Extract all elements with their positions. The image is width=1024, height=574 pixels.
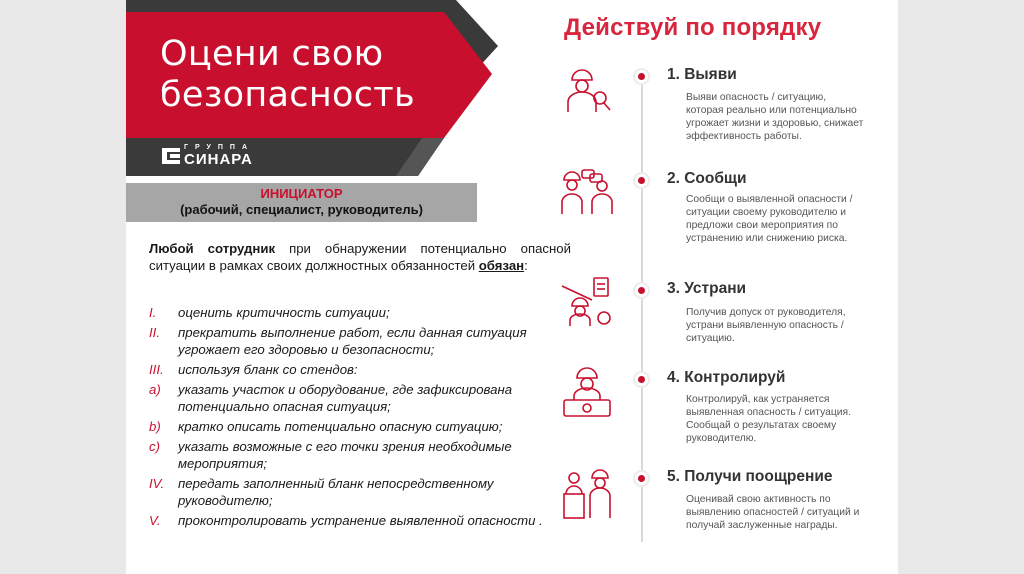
initiator-title: ИНИЦИАТОР — [260, 186, 343, 201]
list-text: оценить критичность ситуации; — [178, 305, 390, 320]
list-text: указать возможные с его точки зрения необходимые мероприятия; — [178, 439, 512, 471]
list-text: проконтролировать устранение выявленной опасности . — [178, 513, 543, 528]
timeline-dot — [633, 172, 650, 189]
step-text: Контролируй, как устраняется выявленная опасность / ситуация. Сообщай о результатах своему руководителю. — [686, 394, 851, 444]
initiator-subtitle: (рабочий, специалист, руководитель) — [180, 202, 423, 217]
banner-title-line1: Оцени свою — [160, 34, 384, 74]
intro-text: при обнаружении потенциально опасной ситуации в рамках своих должностных обязанностей — [149, 241, 572, 273]
intro-colon: : — [524, 258, 528, 273]
list-item — [149, 475, 579, 509]
list-number: III. — [149, 362, 164, 377]
step-heading: 3. Устрани — [667, 280, 747, 297]
list-item — [149, 512, 579, 529]
timeline-dot — [633, 470, 650, 487]
list-text: передать заполненный бланк непосредственному руководителю; — [178, 476, 494, 508]
list-item — [149, 418, 579, 435]
list-number: a) — [149, 382, 161, 397]
list-number: IV. — [149, 476, 165, 491]
step-text: Сообщи о выявленной опасности / ситуации своему руководителю и предложи свои мероприятия по устранению или снижению риска. — [686, 194, 853, 244]
list-item — [149, 324, 579, 358]
workers-talk-icon — [558, 166, 616, 218]
list-item — [149, 304, 579, 321]
list-text: кратко описать потенциально опасную ситуацию; — [178, 419, 503, 434]
list-number: c) — [149, 439, 160, 454]
timeline-dot — [633, 68, 650, 85]
step-text: Получив допуск от руководителя, устрани выявленную опасность / ситуацию. — [686, 307, 846, 344]
list-number: I. — [149, 305, 157, 320]
list-item — [149, 361, 579, 378]
workers-reward-icon — [558, 468, 616, 520]
list-text: прекратить выполнение работ, если данная ситуация угрожает его здоровью и безопасности; — [178, 325, 527, 357]
list-text: используя бланк со стендов: — [178, 362, 358, 377]
initiator-box — [126, 183, 477, 222]
logo-mark-icon — [162, 148, 180, 164]
step-text: Оценивай свою активность по выявлению опасностей / ситуаций и получай заслуженные награды. — [686, 494, 860, 531]
banner-title-line2: безопасность — [160, 75, 415, 115]
step-heading: 1. Выяви — [667, 66, 737, 83]
sinara-logo — [162, 144, 254, 167]
timeline-dot — [633, 282, 650, 299]
step-heading: 4. Контролируй — [667, 369, 786, 386]
worker-search-icon — [558, 64, 616, 116]
list-number: V. — [149, 513, 161, 528]
step-heading: 2. Сообщи — [667, 170, 747, 187]
worker-repair-icon — [558, 276, 616, 328]
logo-small-text: ГРУППА — [184, 144, 255, 151]
list-item — [149, 438, 579, 472]
list-number: II. — [149, 325, 160, 340]
steps-title: Действуй по порядку — [564, 14, 822, 41]
list-text: указать участок и оборудование, где зафиксирована потенциально опасная ситуация; — [178, 382, 513, 414]
step-text: Выяви опасность / ситуацию, которая реально или потенциально угрожает жизни и здоровью, снижает эффективность работы. — [686, 92, 864, 142]
list-number: b) — [149, 419, 161, 434]
slide — [126, 0, 898, 574]
title-banner — [126, 0, 498, 176]
timeline-dot — [633, 371, 650, 388]
banner-title — [160, 34, 415, 116]
logo-big-text: СИНАРА — [184, 151, 253, 168]
step-heading: 5. Получи поощрение — [667, 468, 833, 485]
intro-paragraph — [149, 240, 571, 274]
worker-control-icon — [558, 366, 616, 418]
list-item — [149, 381, 579, 415]
intro-underlined: обязан — [478, 258, 525, 273]
intro-bold: Любой сотрудник — [149, 241, 276, 256]
duties-list — [149, 304, 579, 532]
